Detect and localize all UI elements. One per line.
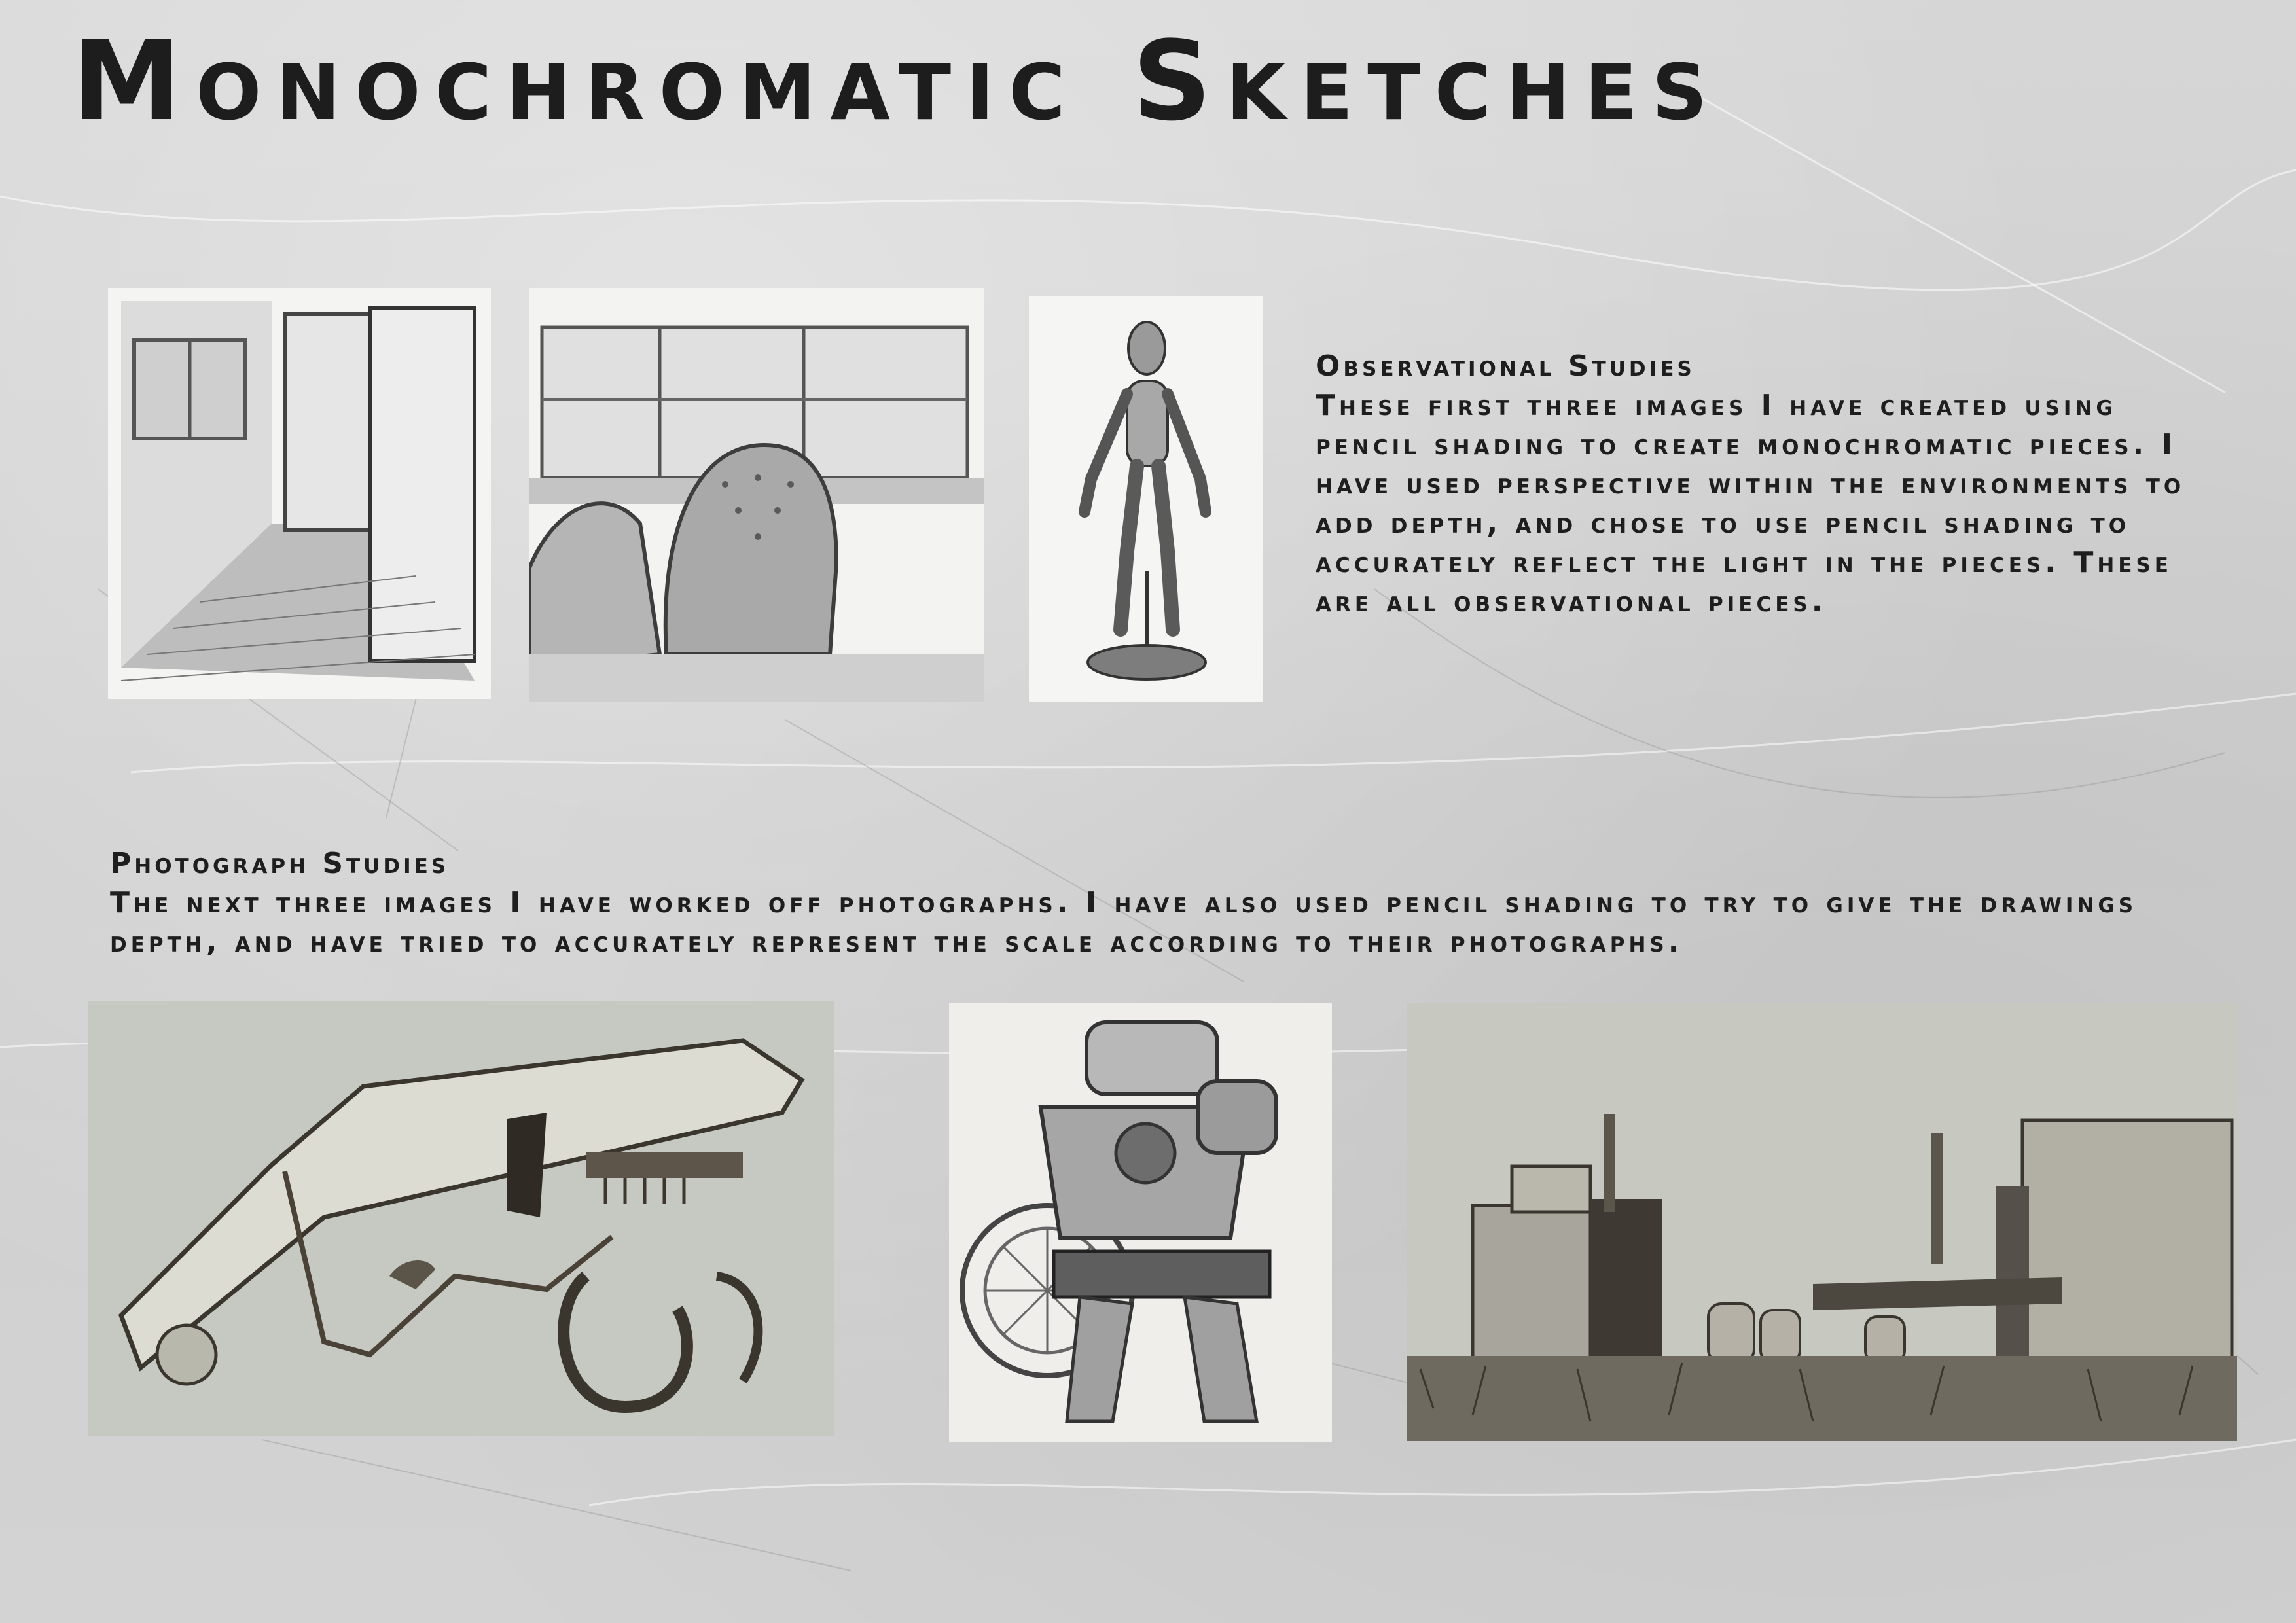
observational-studies-heading: Observational Studies (1316, 349, 1695, 383)
sketch-conservatory-armchairs (529, 288, 984, 702)
photograph-studies-heading: Photograph Studies (110, 847, 450, 880)
sketch-industrial-factory (1407, 1003, 2237, 1441)
sketch-porch-interior (108, 288, 491, 699)
sketch-wooden-mannequin (1029, 296, 1263, 702)
photograph-studies-text: The next three images I have worked off photographs. I have also used pencil shading to try to give the drawings depth, and have tried to accurately represent the scale according to their photographs. (110, 886, 2138, 959)
observational-studies-section (1316, 347, 2232, 622)
sketch-shotgun-action (88, 1001, 834, 1436)
observational-studies-text: These first three images I have created using pencil shading to create monochromatic pieces. I have used perspective within the environments to add depth, and chose to use pencil shading to accurately reflect the light in the pieces. These are all observational pieces. (1316, 389, 2185, 618)
page-title: Monochromatic Sketches (72, 17, 1722, 145)
photograph-studies-section (110, 844, 2244, 962)
sketch-armored-soldier (949, 1003, 1332, 1442)
